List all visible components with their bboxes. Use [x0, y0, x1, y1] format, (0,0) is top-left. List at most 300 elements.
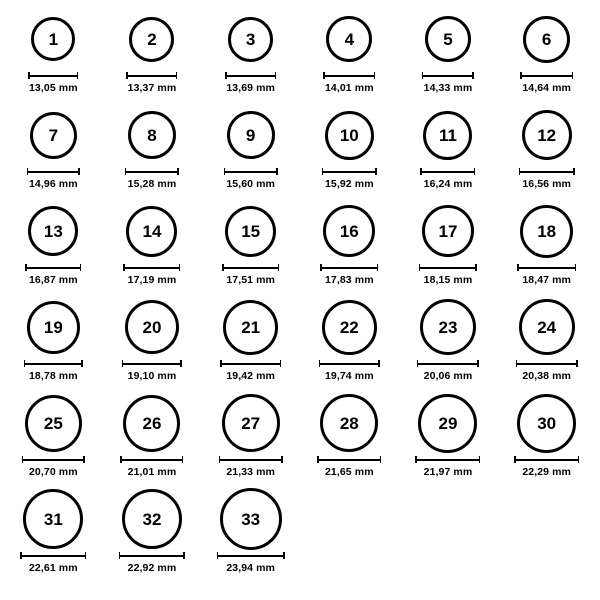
- ring-size-number: 6: [541, 29, 552, 49]
- ring-size-cell[interactable]: [103, 8, 202, 104]
- ring-circle-wrap: [222, 392, 280, 454]
- ring-circle-wrap: [31, 8, 75, 70]
- ring-measure: [217, 552, 285, 574]
- ring-size-number: 28: [339, 413, 359, 433]
- dimension-cap-right: [283, 552, 285, 559]
- dimension-line-bar: [123, 267, 180, 269]
- ring-circle-icon: [28, 206, 78, 256]
- ring-size-number: 5: [443, 29, 453, 49]
- ring-size-cell[interactable]: [497, 200, 596, 296]
- dimension-cap-left: [317, 456, 319, 463]
- ring-diameter-label: 14,33 mm: [423, 82, 473, 94]
- ring-size-cell[interactable]: [300, 296, 399, 392]
- dimension-cap-right: [474, 168, 476, 175]
- ring-measure: [28, 72, 78, 94]
- dimension-cap-right: [576, 360, 578, 367]
- ring-size-number: 8: [147, 125, 157, 145]
- ring-circle-icon: [123, 395, 180, 452]
- dimension-cap-right: [578, 456, 580, 463]
- ring-measure: [122, 360, 182, 382]
- ring-diameter-label: 16,24 mm: [423, 178, 473, 190]
- ring-diameter-label: 17,19 mm: [127, 274, 177, 286]
- dimension-line-bar: [28, 75, 78, 77]
- ring-circle-icon: [122, 489, 182, 549]
- dimension-line-bar: [319, 363, 380, 365]
- ring-diameter-label: 20,70 mm: [28, 466, 78, 478]
- dimension-cap-left: [125, 168, 127, 175]
- ring-measure: [22, 456, 85, 478]
- ring-measure: [422, 72, 474, 94]
- ring-circle-icon: [523, 16, 570, 63]
- ring-size-cell[interactable]: [300, 200, 399, 296]
- dimension-cap-left: [120, 456, 122, 463]
- ring-measure: [25, 264, 81, 286]
- dimension-cap-left: [220, 360, 222, 367]
- ring-size-number: 31: [43, 509, 63, 529]
- ring-circle-wrap: [423, 104, 472, 166]
- ring-measure: [323, 72, 375, 94]
- ring-circle-icon: [423, 111, 472, 160]
- ring-circle-wrap: [122, 488, 182, 550]
- dimension-line-icon: [520, 72, 573, 79]
- dimension-cap-right: [472, 72, 474, 79]
- ring-diameter-label: 21,65 mm: [324, 466, 374, 478]
- ring-circle-wrap: [519, 296, 575, 358]
- ring-measure: [517, 264, 576, 286]
- dimension-line-bar: [27, 171, 80, 173]
- dimension-cap-right: [177, 168, 179, 175]
- dimension-cap-left: [420, 168, 422, 175]
- ring-diameter-label: 15,28 mm: [127, 178, 177, 190]
- ring-measure: [126, 72, 177, 94]
- dimension-line-icon: [20, 552, 86, 559]
- ring-measure: [319, 360, 380, 382]
- ring-size-cell[interactable]: [399, 296, 498, 392]
- dimension-line-bar: [224, 171, 278, 173]
- ring-measure: [219, 456, 283, 478]
- ring-size-cell[interactable]: [300, 392, 399, 488]
- dimension-line-bar: [320, 267, 378, 269]
- dimension-line-bar: [24, 363, 83, 365]
- dimension-line-bar: [417, 363, 479, 365]
- dimension-line-icon: [27, 168, 80, 175]
- ring-size-cell[interactable]: [103, 488, 202, 584]
- dimension-line-icon: [517, 264, 576, 271]
- ring-size-cell[interactable]: [4, 296, 103, 392]
- ring-diameter-label: 20,38 mm: [522, 370, 571, 382]
- dimension-line-bar: [516, 363, 578, 365]
- ring-size-number: 21: [241, 317, 261, 337]
- ring-circle-icon: [517, 394, 576, 453]
- ring-circle-wrap: [223, 296, 278, 358]
- ring-diameter-label: 20,06 mm: [423, 370, 473, 382]
- ring-circle-icon: [320, 394, 378, 452]
- ring-circle-wrap: [125, 296, 179, 358]
- dimension-cap-right: [479, 456, 481, 463]
- dimension-line-bar: [120, 459, 183, 461]
- dimension-line-bar: [514, 459, 579, 461]
- dimension-cap-right: [182, 456, 184, 463]
- ring-circle-icon: [322, 300, 377, 355]
- dimension-cap-left: [417, 360, 419, 367]
- ring-size-number: 10: [339, 125, 359, 145]
- ring-diameter-label: 13,37 mm: [127, 82, 177, 94]
- ring-circle-icon: [425, 16, 471, 62]
- dimension-line-bar: [225, 75, 276, 77]
- ring-circle-icon: [325, 111, 374, 160]
- dimension-cap-right: [573, 168, 575, 175]
- ring-size-cell[interactable]: [399, 392, 498, 488]
- ring-size-cell[interactable]: [4, 200, 103, 296]
- dimension-cap-left: [224, 168, 226, 175]
- ring-size-cell[interactable]: [497, 8, 596, 104]
- ring-circle-icon: [223, 300, 278, 355]
- dimension-line-bar: [122, 363, 182, 365]
- ring-size-cell[interactable]: [4, 104, 103, 200]
- ring-size-cell[interactable]: [300, 8, 399, 104]
- dimension-line-bar: [322, 171, 377, 173]
- ring-measure: [120, 456, 183, 478]
- dimension-cap-left: [119, 552, 121, 559]
- ring-circle-wrap: [27, 296, 80, 358]
- dimension-cap-right: [85, 552, 87, 559]
- dimension-line-bar: [519, 171, 575, 173]
- ring-circle-wrap: [420, 296, 476, 358]
- dimension-line-bar: [219, 459, 283, 461]
- dimension-line-bar: [520, 75, 573, 77]
- ring-diameter-label: 21,33 mm: [226, 466, 275, 478]
- ring-size-cell[interactable]: [399, 8, 498, 104]
- ring-circle-wrap: [228, 8, 273, 70]
- dimension-cap-left: [320, 264, 322, 271]
- ring-measure: [27, 168, 80, 190]
- ring-circle-wrap: [322, 296, 377, 358]
- ring-circle-icon: [31, 17, 75, 61]
- ring-size-number: 4: [344, 29, 355, 49]
- dimension-cap-right: [80, 264, 82, 271]
- ring-size-cell[interactable]: [201, 200, 300, 296]
- dimension-cap-right: [380, 456, 382, 463]
- dimension-cap-right: [375, 168, 377, 175]
- ring-size-cell[interactable]: [103, 392, 202, 488]
- ring-size-cell[interactable]: [300, 104, 399, 200]
- dimension-line-icon: [415, 456, 480, 463]
- ring-diameter-label: 17,83 mm: [324, 274, 374, 286]
- dimension-cap-right: [475, 264, 477, 271]
- ring-measure: [320, 264, 378, 286]
- dimension-line-icon: [24, 360, 83, 367]
- ring-measure: [419, 264, 477, 286]
- ring-circle-wrap: [325, 104, 374, 166]
- dimension-line-bar: [119, 555, 185, 557]
- ring-measure: [222, 264, 279, 286]
- dimension-line-icon: [320, 264, 378, 271]
- ring-diameter-label: 22,29 mm: [522, 466, 571, 478]
- ring-size-cell[interactable]: [201, 8, 300, 104]
- dimension-cap-left: [122, 360, 124, 367]
- ring-size-number: 20: [142, 317, 162, 337]
- ring-circle-wrap: [28, 200, 78, 262]
- dimension-line-icon: [519, 168, 575, 175]
- ring-diameter-label: 21,97 mm: [423, 466, 473, 478]
- dimension-cap-left: [419, 264, 421, 271]
- dimension-line-icon: [322, 168, 377, 175]
- dimension-cap-right: [176, 72, 178, 79]
- ring-circle-wrap: [425, 8, 471, 70]
- ring-circle-wrap: [323, 200, 375, 262]
- dimension-cap-left: [323, 72, 325, 79]
- dimension-cap-right: [183, 552, 185, 559]
- ring-circle-icon: [27, 301, 80, 354]
- ring-circle-wrap: [418, 392, 477, 454]
- ring-size-number: 29: [438, 413, 458, 433]
- dimension-cap-right: [378, 360, 380, 367]
- ring-diameter-label: 21,01 mm: [127, 466, 177, 478]
- dimension-line-icon: [122, 360, 182, 367]
- dimension-line-bar: [422, 75, 474, 77]
- ring-circle-icon: [520, 205, 573, 258]
- dimension-line-bar: [20, 555, 86, 557]
- dimension-line-icon: [119, 552, 185, 559]
- dimension-line-icon: [317, 456, 381, 463]
- ring-diameter-label: 13,05 mm: [28, 82, 78, 94]
- dimension-cap-left: [415, 456, 417, 463]
- ring-circle-wrap: [220, 488, 282, 550]
- dimension-cap-left: [422, 72, 424, 79]
- ring-measure: [420, 168, 475, 190]
- dimension-line-icon: [419, 264, 477, 271]
- dimension-cap-right: [179, 264, 181, 271]
- dimension-cap-right: [477, 360, 479, 367]
- dimension-line-bar: [217, 555, 285, 557]
- dimension-line-bar: [323, 75, 375, 77]
- ring-size-number: 11: [438, 125, 457, 145]
- dimension-line-icon: [514, 456, 579, 463]
- ring-size-cell[interactable]: [497, 104, 596, 200]
- ring-size-number: 14: [142, 221, 162, 241]
- ring-size-cell[interactable]: [103, 200, 202, 296]
- ring-size-cell[interactable]: [201, 488, 300, 584]
- ring-circle-wrap: [129, 8, 174, 70]
- ring-circle-icon: [227, 111, 275, 159]
- dimension-line-bar: [22, 459, 85, 461]
- ring-circle-wrap: [320, 392, 378, 454]
- dimension-line-bar: [222, 267, 279, 269]
- ring-size-cell[interactable]: [201, 104, 300, 200]
- ring-diameter-label: 17,51 mm: [226, 274, 275, 286]
- ring-measure: [322, 168, 377, 190]
- dimension-cap-left: [517, 264, 519, 271]
- ring-size-number: 26: [142, 413, 162, 433]
- ring-diameter-label: 15,92 mm: [324, 178, 374, 190]
- dimension-cap-right: [276, 168, 278, 175]
- ring-circle-icon: [23, 489, 83, 549]
- dimension-cap-left: [22, 456, 24, 463]
- dimension-cap-right: [575, 264, 577, 271]
- ring-diameter-label: 13,69 mm: [226, 82, 275, 94]
- ring-circle-wrap: [422, 200, 474, 262]
- ring-circle-icon: [30, 112, 77, 159]
- dimension-line-bar: [125, 171, 179, 173]
- dimension-cap-left: [123, 264, 125, 271]
- ring-circle-icon: [522, 110, 572, 160]
- ring-circle-icon: [228, 17, 273, 62]
- ring-size-number: 23: [438, 317, 458, 337]
- ring-circle-icon: [519, 299, 575, 355]
- dimension-line-bar: [126, 75, 177, 77]
- dimension-cap-left: [25, 264, 27, 271]
- ring-size-number: 17: [438, 221, 458, 241]
- dimension-cap-left: [520, 72, 522, 79]
- dimension-line-icon: [125, 168, 179, 175]
- dimension-line-bar: [415, 459, 480, 461]
- dimension-line-icon: [422, 72, 474, 79]
- ring-circle-wrap: [123, 392, 180, 454]
- ring-circle-icon: [422, 205, 474, 257]
- ring-circle-icon: [129, 17, 174, 62]
- ring-size-cell[interactable]: [103, 104, 202, 200]
- dimension-cap-right: [281, 456, 283, 463]
- dimension-cap-left: [519, 168, 521, 175]
- ring-circle-icon: [25, 395, 82, 452]
- ring-circle-icon: [420, 299, 476, 355]
- ring-circle-icon: [220, 488, 282, 550]
- dimension-cap-right: [81, 360, 83, 367]
- dimension-cap-left: [28, 72, 30, 79]
- ring-circle-wrap: [326, 8, 372, 70]
- ring-measure: [520, 72, 573, 94]
- ring-measure: [317, 456, 381, 478]
- ring-size-number: 12: [537, 125, 557, 145]
- ring-circle-wrap: [520, 200, 573, 262]
- ring-measure: [514, 456, 579, 478]
- ring-measure: [519, 168, 575, 190]
- ring-size-number: 24: [537, 317, 557, 337]
- dimension-cap-right: [180, 360, 182, 367]
- ring-size-number: 22: [339, 317, 359, 337]
- ring-circle-icon: [222, 394, 280, 452]
- dimension-cap-left: [222, 264, 224, 271]
- ring-size-number: 9: [245, 125, 256, 145]
- ring-diameter-label: 14,64 mm: [522, 82, 571, 94]
- ring-size-cell[interactable]: [497, 296, 596, 392]
- ring-measure: [20, 552, 86, 574]
- ring-size-cell[interactable]: [4, 488, 103, 584]
- dimension-line-bar: [420, 171, 475, 173]
- ring-measure: [24, 360, 83, 382]
- ring-circle-wrap: [25, 392, 82, 454]
- ring-circle-wrap: [126, 200, 177, 262]
- dimension-cap-right: [275, 72, 277, 79]
- ring-measure: [123, 264, 180, 286]
- ring-diameter-label: 22,61 mm: [28, 562, 78, 574]
- dimension-line-icon: [28, 72, 78, 79]
- dimension-cap-left: [27, 168, 29, 175]
- dimension-cap-left: [322, 168, 324, 175]
- ring-circle-icon: [128, 111, 176, 159]
- dimension-cap-left: [514, 456, 516, 463]
- dimension-cap-left: [319, 360, 321, 367]
- ring-size-cell[interactable]: [103, 296, 202, 392]
- ring-measure: [225, 72, 276, 94]
- ring-circle-wrap: [517, 392, 576, 454]
- dimension-line-icon: [319, 360, 380, 367]
- dimension-line-icon: [225, 72, 276, 79]
- ring-measure: [224, 168, 278, 190]
- ring-size-number: 13: [43, 221, 63, 241]
- ring-size-number: 3: [245, 29, 256, 49]
- ring-size-number: 32: [142, 509, 162, 529]
- ring-circle-icon: [418, 394, 477, 453]
- dimension-cap-left: [516, 360, 518, 367]
- ring-size-grid: [4, 8, 596, 584]
- ring-size-cell[interactable]: [4, 392, 103, 488]
- ring-size-cell[interactable]: [497, 392, 596, 488]
- dimension-cap-right: [77, 72, 79, 79]
- dimension-line-icon: [420, 168, 475, 175]
- dimension-line-bar: [220, 363, 281, 365]
- dimension-line-icon: [126, 72, 177, 79]
- ring-circle-icon: [126, 206, 177, 257]
- ring-circle-wrap: [225, 200, 276, 262]
- dimension-cap-right: [78, 168, 80, 175]
- ring-diameter-label: 16,56 mm: [522, 178, 571, 190]
- dimension-cap-right: [278, 264, 280, 271]
- ring-size-number: 25: [43, 413, 63, 433]
- ring-size-cell[interactable]: [399, 104, 498, 200]
- ring-circle-wrap: [23, 488, 83, 550]
- dimension-cap-left: [225, 72, 227, 79]
- ring-diameter-label: 23,94 mm: [226, 562, 275, 574]
- ring-diameter-label: 15,60 mm: [226, 178, 275, 190]
- ring-size-cell[interactable]: [201, 296, 300, 392]
- dimension-line-icon: [219, 456, 283, 463]
- ring-circle-icon: [323, 205, 375, 257]
- ring-diameter-label: 18,47 mm: [522, 274, 571, 286]
- ring-size-number: 18: [537, 221, 557, 241]
- dimension-cap-left: [20, 552, 22, 559]
- dimension-line-icon: [516, 360, 578, 367]
- ring-circle-icon: [326, 16, 372, 62]
- ring-size-number: 15: [241, 221, 261, 241]
- ring-size-number: 16: [339, 221, 359, 241]
- dimension-cap-right: [572, 72, 574, 79]
- ring-size-cell[interactable]: [4, 8, 103, 104]
- dimension-line-icon: [417, 360, 479, 367]
- ring-diameter-label: 19,42 mm: [226, 370, 275, 382]
- ring-size-cell[interactable]: [399, 200, 498, 296]
- ring-measure: [125, 168, 179, 190]
- ring-size-number: 27: [241, 413, 261, 433]
- dimension-cap-left: [126, 72, 128, 79]
- dimension-line-icon: [222, 264, 279, 271]
- ring-measure: [220, 360, 281, 382]
- dimension-line-icon: [22, 456, 85, 463]
- dimension-line-icon: [224, 168, 278, 175]
- dimension-cap-right: [377, 264, 379, 271]
- ring-diameter-label: 22,92 mm: [127, 562, 177, 574]
- ring-circle-wrap: [128, 104, 176, 166]
- ring-size-cell[interactable]: [201, 392, 300, 488]
- dimension-line-icon: [123, 264, 180, 271]
- dimension-cap-right: [83, 456, 85, 463]
- ring-measure: [415, 456, 480, 478]
- ring-measure: [516, 360, 578, 382]
- dimension-line-bar: [317, 459, 381, 461]
- dimension-line-icon: [217, 552, 285, 559]
- ring-diameter-label: 14,01 mm: [324, 82, 374, 94]
- ring-diameter-label: 19,10 mm: [127, 370, 177, 382]
